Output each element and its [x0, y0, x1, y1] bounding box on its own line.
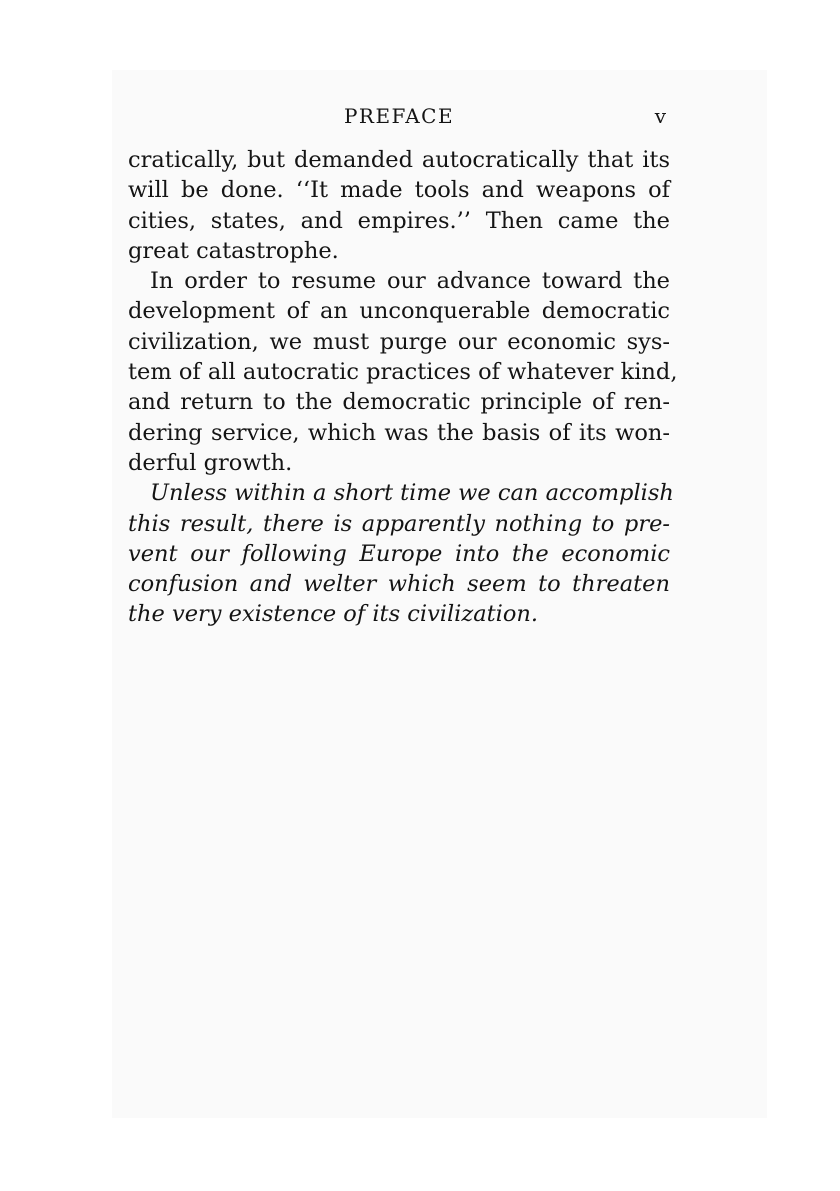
- text-line: the very existence of its civilization.: [128, 601, 539, 628]
- body-text: [128, 145, 678, 630]
- text-line: cratically, but demanded autocratically that its: [128, 147, 670, 173]
- text-line: civilization, we must purge our economic sys-: [128, 328, 670, 355]
- text-line: development of an unconquerable democratic: [128, 298, 670, 325]
- text-line: derful growth.: [128, 449, 293, 476]
- paragraph-1: [128, 145, 670, 266]
- text-line: will be done. ‘‘It made tools and weapons of: [128, 177, 670, 204]
- text-line: this result, there is apparently nothing to pre-: [128, 510, 670, 537]
- text-line: In order to resume our advance toward the: [150, 268, 670, 295]
- page-number: v: [654, 104, 666, 128]
- text-line: great catastrophe.: [128, 237, 339, 264]
- running-header: [128, 104, 670, 136]
- running-head-title: PREFACE: [343, 104, 455, 128]
- text-line: cities, states, and empires.’’ Then came the: [128, 207, 670, 234]
- text-line: and return to the democratic principle of ren-: [128, 389, 670, 416]
- text-line: tem of all autocratic practices of whatever kind,: [128, 359, 678, 386]
- text-line: confusion and welter which seem to threaten: [128, 571, 670, 598]
- text-line: Unless within a short time we can accomplish: [150, 480, 674, 507]
- paragraph-2: [128, 266, 678, 478]
- text-line: dering service, which was the basis of its won-: [128, 419, 670, 446]
- text-line: vent our following Europe into the economic: [128, 540, 670, 567]
- paragraph-3-italic: [128, 478, 674, 629]
